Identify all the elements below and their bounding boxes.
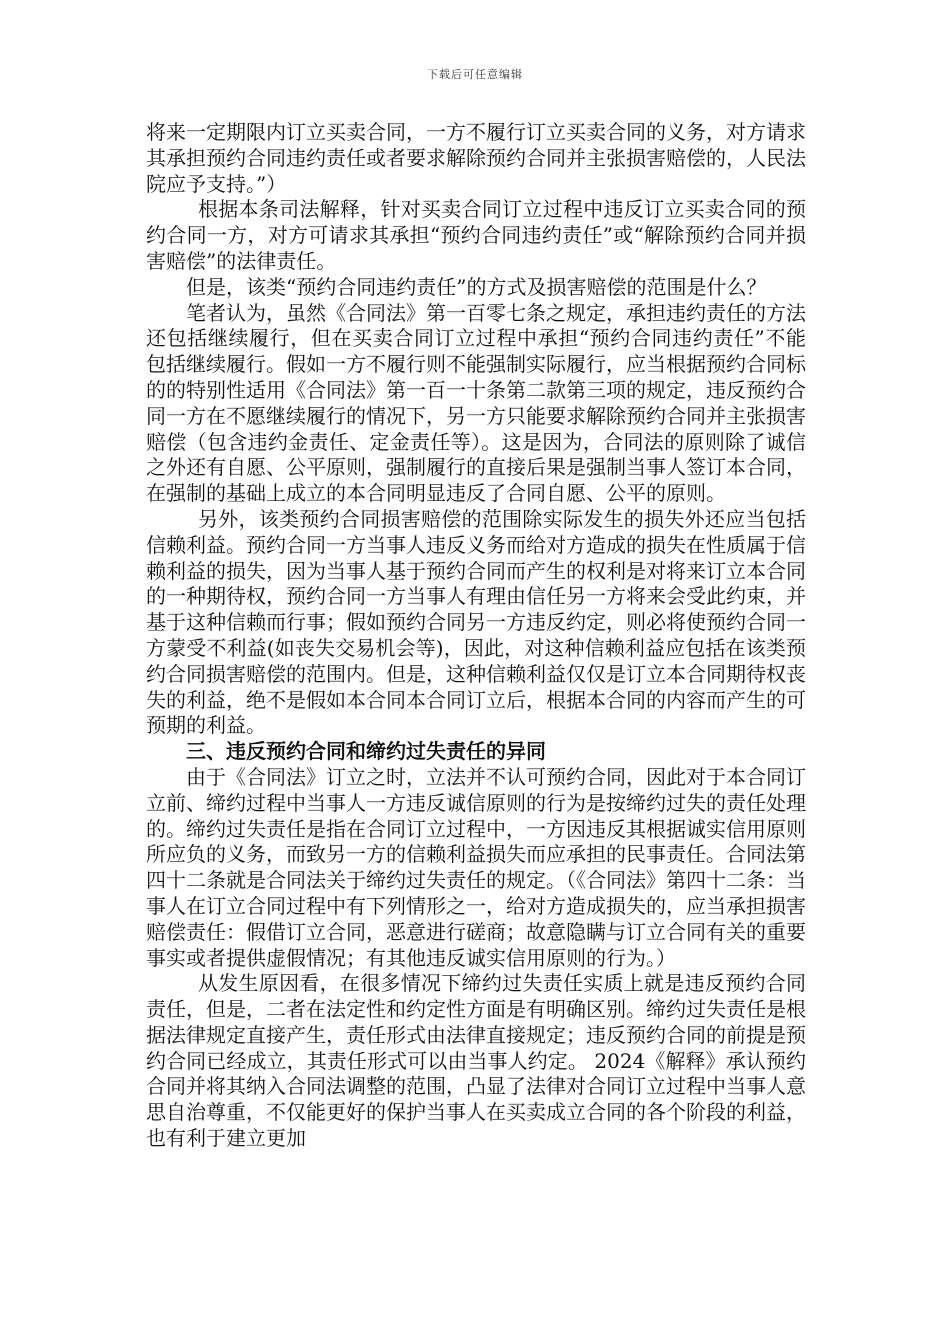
paragraph-continuation: 将来一定期限内订立买卖合同，一方不履行订立买卖合同的义务，对方请求其承担预约合同违约责任或者要求解除预约合同并主张损害赔偿的，人民法院应予支持。”）	[146, 120, 806, 196]
paragraph-judicial-interpretation: 根据本条司法解释，针对买卖合同订立过程中违反订立买卖合同的预约合同一方，对方可请求其承担“预约合同违约责任”或“解除预约合同并损害赔偿”的法律责任。	[146, 197, 806, 273]
section-heading-3: 三、违反预约合同和缔约过失责任的异同	[186, 739, 546, 764]
paragraph-question: 但是，该类“预约合同违约责任”的方式及损害赔偿的范围是什么？	[186, 274, 767, 299]
paragraph-culpa-in-contrahendo: 由于《合同法》订立之时，立法并不认可预约合同，因此对于本合同订立前、缔约过程中当事人一方违反诚信原则的行为是按缔约过失的责任处理的。缔约过失责任是指在合同订立过程中，一方因违反其根据诚实信用原则所应负的义务，而致另一方的信赖利益损失而应承担的民事责任。合同法第四十二条就是合同法关于缔约过失责任的规定。（《合同法》第四十二条：当事人在订立合同过程中有下列情形之一，给对方造成损失的，应当承担损害赔偿责任：假借订立合同，恶意进行磋商；故意隐瞒与订立合同有关的重要事实或者提供虚假情况；有其他违反诚实信用原则的行为。）	[146, 764, 806, 970]
paragraph-reliance-interest: 另外，该类预约合同损害赔偿的范围除实际发生的损失外还应当包括信赖利益。预约合同一方当事人违反义务而给对方造成的损失在性质属于信赖利益的损失，因为当事人基于预约合同而产生的权利是对将来订立本合同的一种期待权，预约合同一方当事人有理由信任另一方将来会受此约束，并基于这种信赖而行事；假如预约合同另一方违反约定，则必将使预约合同一方蒙受不利益(如丧失交易机会等)，因此，对这种信赖利益应包括在该类预约合同损害赔偿的范围内。但是，这种信赖利益仅仅是订立本合同期待权丧失的利益，绝不是假如本合同本合同订立后，根据本合同的内容而产生的可预期的利益。	[146, 506, 806, 738]
paragraph-author-view: 笔者认为，虽然《合同法》第一百零七条之规定，承担违约责任的方法还包括继续履行，但在买卖合同订立过程中承担“预约合同违约责任”不能包括继续履行。假如一方不履行则不能强制实际履行，应当根据预约合同标的的特别性适用《合同法》第一百一十条第二款第三项的规定，违反预约合同一方在不愿继续履行的情况下，另一方只能要求解除预约合同并主张损害赔偿（包含违约金责任、定金责任等）。这是因为，合同法的原则除了诚信之外还有自愿、公平原则，强制履行的直接后果是强制当事人签订本合同，在强制的基础上成立的本合同明显违反了合同自愿、公平的原则。	[146, 300, 806, 506]
document-body	[146, 120, 806, 1152]
paragraph-comparison: 从发生原因看，在很多情况下缔约过失责任实质上就是违反预约合同责任，但是，二者在法定性和约定性方面是有明确区别。缔约过失责任是根据法律规定直接产生，责任形式由法律直接规定；违反预约合同的前提是预约合同已经成立，其责任形式可以由当事人约定。 2024《解释》承认预约合同并将其纳入合同法调整的范围，凸显了法律对合同订立过程中当事人意思自治尊重，不仅能更好的保护当事人在买卖成立合同的各个阶段的利益，也有利于建立更加	[146, 971, 806, 1151]
page-header: 下载后可任意编辑	[427, 68, 523, 81]
